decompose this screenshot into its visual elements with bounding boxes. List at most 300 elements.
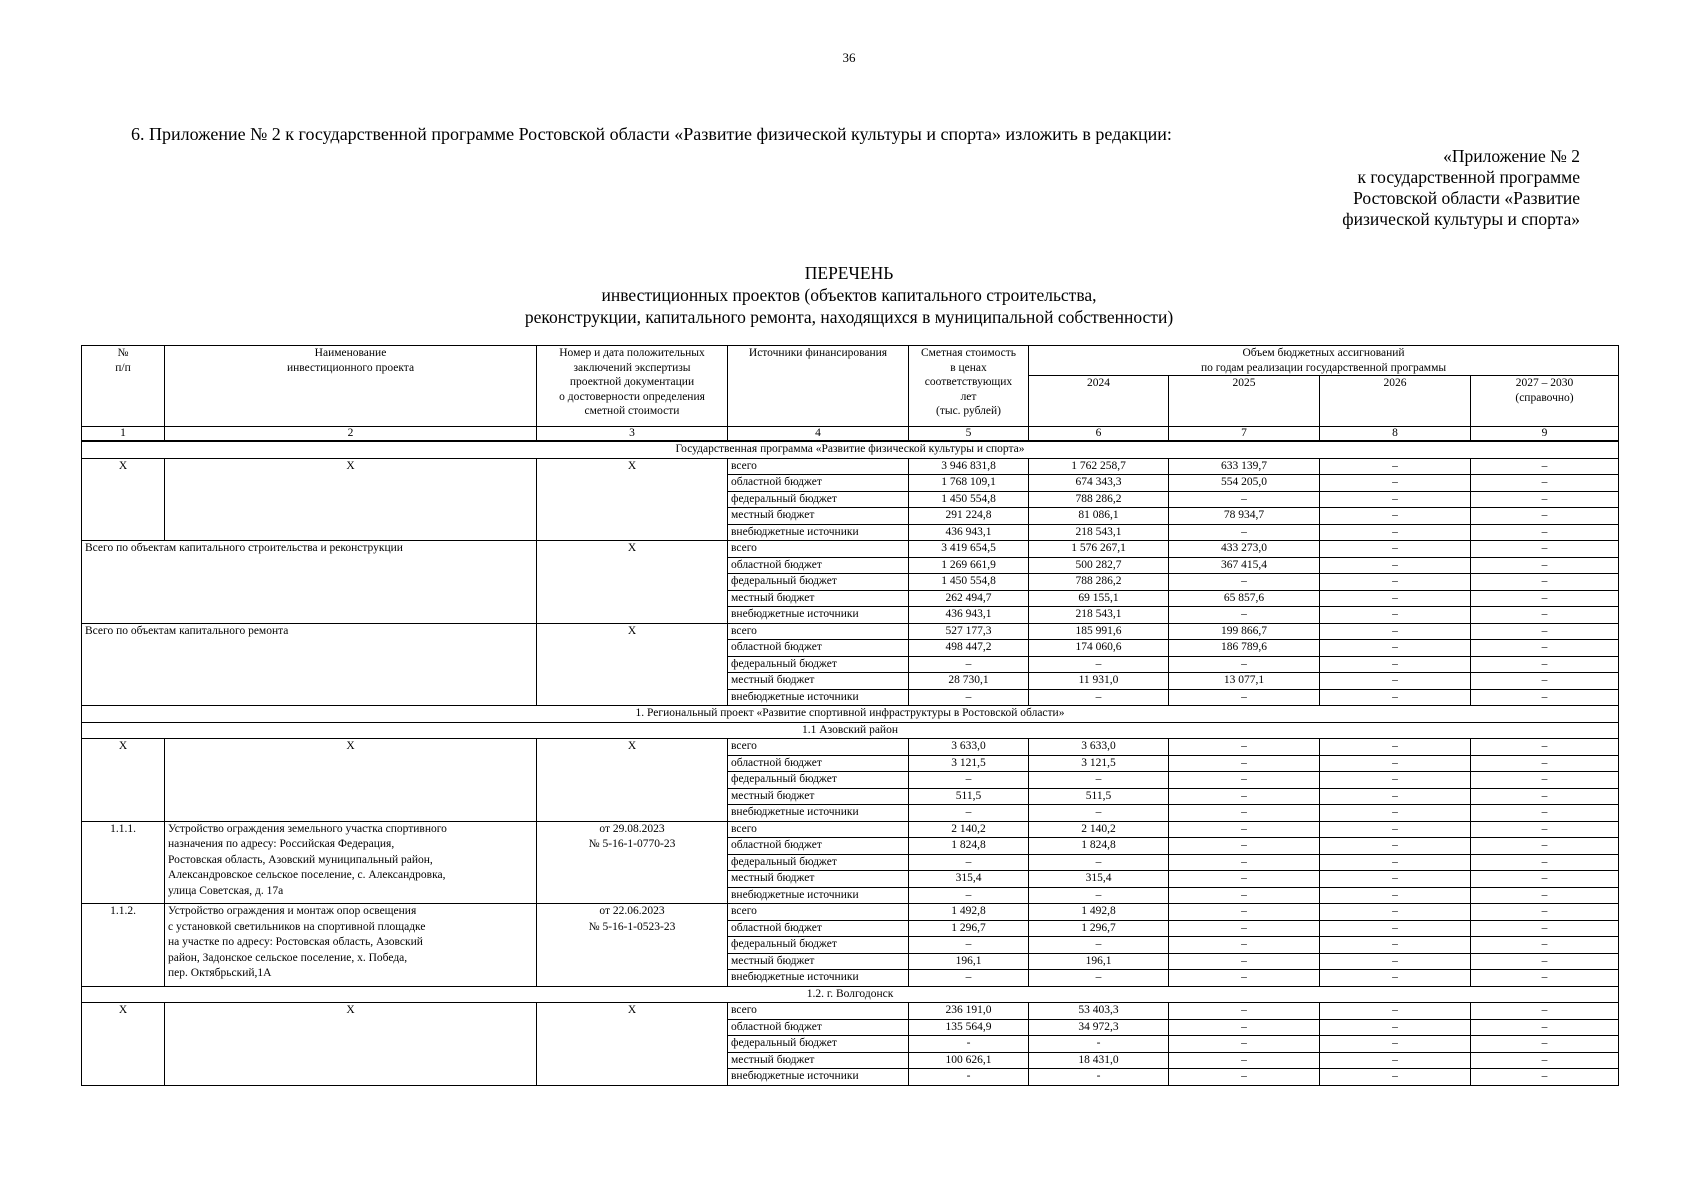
amount-cell: – <box>1471 557 1619 574</box>
project-name-line: Ростовская область, Азовский муниципальный район, <box>168 853 433 866</box>
amount-cell: – <box>1320 805 1471 822</box>
amount-cell: 3 946 831,8 <box>909 458 1029 475</box>
amount-cell: – <box>1169 656 1320 673</box>
header-expertise: Номер и дата положительных заключений экспертизы проектной документации о достоверности определения сметной стоимости <box>537 346 728 427</box>
expertise-line: № 5-16-1-0523-23 <box>588 920 676 933</box>
project-name-line: улица Советская, д. 17а <box>168 884 284 897</box>
table-row <box>82 458 1619 475</box>
amount-cell: – <box>1320 640 1471 657</box>
amount-cell: - <box>1029 1069 1169 1086</box>
section-title: Государственная программа «Развитие физической культуры и спорта» <box>82 441 1619 458</box>
amount-cell: – <box>1471 1069 1619 1086</box>
amount-cell: 78 934,7 <box>1169 508 1320 525</box>
amount-cell: 2 140,2 <box>1029 821 1169 838</box>
amount-cell: – <box>1320 937 1471 954</box>
amount-cell: – <box>1169 1036 1320 1053</box>
amount-cell: 527 177,3 <box>909 623 1029 640</box>
row-number: X <box>82 458 165 541</box>
amount-cell: 788 286,2 <box>1029 491 1169 508</box>
funding-source: областной бюджет <box>728 838 909 855</box>
project-name-line: район, Задонское сельское поселение, х. Победа, <box>168 951 408 964</box>
project-name-line: X <box>346 1004 355 1016</box>
amount-cell: – <box>1320 920 1471 937</box>
funding-source: местный бюджет <box>728 673 909 690</box>
amount-cell: 511,5 <box>1029 788 1169 805</box>
column-numbers-row <box>82 427 1619 442</box>
amount-cell: – <box>1320 623 1471 640</box>
column-number: 4 <box>728 427 909 442</box>
funding-source: областной бюджет <box>728 920 909 937</box>
table-row <box>82 739 1619 756</box>
amount-cell: 433 273,0 <box>1169 541 1320 558</box>
amount-cell: – <box>909 854 1029 871</box>
funding-source: всего <box>728 458 909 475</box>
table-header <box>82 346 1619 442</box>
amount-cell: 788 286,2 <box>1029 574 1169 591</box>
project-name-line: на участке по адресу: Ростовская область, Азовский <box>168 936 423 948</box>
section-row <box>82 441 1619 458</box>
amount-cell: 1 296,7 <box>1029 920 1169 937</box>
amount-cell: – <box>1320 541 1471 558</box>
amount-cell: – <box>909 970 1029 987</box>
section-row <box>82 986 1619 1003</box>
amount-cell: 1 762 258,7 <box>1029 458 1169 475</box>
amount-cell: 3 121,5 <box>1029 755 1169 772</box>
amount-cell: – <box>1320 557 1471 574</box>
amount-cell: – <box>1471 1036 1619 1053</box>
amount-cell: 1 824,8 <box>1029 838 1169 855</box>
amount-cell: 28 730,1 <box>909 673 1029 690</box>
amount-cell: – <box>1320 491 1471 508</box>
amount-cell: 236 191,0 <box>909 1003 1029 1020</box>
amount-cell: - <box>909 1036 1029 1053</box>
funding-source: всего <box>728 821 909 838</box>
funding-source: областной бюджет <box>728 1019 909 1036</box>
amount-cell: – <box>1169 1003 1320 1020</box>
expertise-line: X <box>627 459 637 472</box>
funding-source: федеральный бюджет <box>728 937 909 954</box>
amount-cell: – <box>1320 1052 1471 1069</box>
header-funding-sources: Источники финансирования <box>728 346 909 427</box>
column-number: 1 <box>82 427 165 442</box>
funding-source: всего <box>728 541 909 558</box>
header-project-name: Наименование инвестиционного проекта <box>165 346 537 427</box>
amount-cell: 3 121,5 <box>909 755 1029 772</box>
amount-cell: 81 086,1 <box>1029 508 1169 525</box>
amount-cell: 436 943,1 <box>909 524 1029 541</box>
header-year-2027-2030: 2027 – 2030 (справочно) <box>1471 376 1619 427</box>
amount-cell: 2 140,2 <box>909 821 1029 838</box>
document-subtitle-line: инвестиционных проектов (объектов капитального строительства, <box>601 285 1097 305</box>
total-label: Всего по объектам капитального ремонта <box>82 623 537 706</box>
amount-cell: 3 419 654,5 <box>909 541 1029 558</box>
amount-cell: – <box>1029 805 1169 822</box>
table-row <box>82 821 1619 838</box>
amount-cell: 18 431,0 <box>1029 1052 1169 1069</box>
funding-source: всего <box>728 739 909 756</box>
header-year-2025: 2025 <box>1169 376 1320 427</box>
amount-cell: – <box>1320 656 1471 673</box>
amount-cell: – <box>1029 937 1169 954</box>
funding-source: федеральный бюджет <box>728 854 909 871</box>
expertise-conclusion <box>537 739 728 822</box>
project-name-line: Устройство ограждения и монтаж опор освещения <box>168 905 417 917</box>
funding-source: всего <box>728 623 909 640</box>
amount-cell: – <box>1320 755 1471 772</box>
amount-cell: – <box>1320 475 1471 492</box>
amount-cell: 185 991,6 <box>1029 623 1169 640</box>
amount-cell: 315,4 <box>1029 871 1169 888</box>
amount-cell: – <box>1471 475 1619 492</box>
project-name <box>165 1003 537 1086</box>
amount-cell: – <box>1169 920 1320 937</box>
section-row <box>82 722 1619 739</box>
amount-cell: 53 403,3 <box>1029 1003 1169 1020</box>
expertise-conclusion <box>537 541 728 624</box>
header-year-2026: 2026 <box>1320 376 1471 427</box>
expertise-conclusion <box>537 821 728 904</box>
amount-cell: – <box>1320 838 1471 855</box>
amount-cell: – <box>909 689 1029 706</box>
amount-cell: – <box>1169 854 1320 871</box>
amount-cell: – <box>1320 854 1471 871</box>
amount-cell: – <box>1029 854 1169 871</box>
amount-cell: – <box>1471 1052 1619 1069</box>
amount-cell: – <box>1471 1003 1619 1020</box>
funding-source: внебюджетные источники <box>728 887 909 904</box>
amount-cell: – <box>1471 920 1619 937</box>
expertise-line: X <box>627 1004 637 1016</box>
row-number: X <box>82 739 165 822</box>
amount-cell: – <box>1169 970 1320 987</box>
amount-cell: – <box>1029 689 1169 706</box>
amount-cell: – <box>1471 508 1619 525</box>
header-number: № п/п <box>82 346 165 427</box>
amount-cell: – <box>1169 491 1320 508</box>
amount-cell: – <box>1471 788 1619 805</box>
project-name-line: Александровское сельское поселение, с. Александровка, <box>168 869 446 881</box>
amount-cell: – <box>1320 1069 1471 1086</box>
amount-cell: 1 576 267,1 <box>1029 541 1169 558</box>
funding-source: местный бюджет <box>728 953 909 970</box>
funding-source: местный бюджет <box>728 871 909 888</box>
amount-cell: – <box>909 937 1029 954</box>
column-number: 2 <box>165 427 537 442</box>
amount-cell: 100 626,1 <box>909 1052 1029 1069</box>
amount-cell: 69 155,1 <box>1029 590 1169 607</box>
section-row <box>82 706 1619 723</box>
funding-source: внебюджетные источники <box>728 524 909 541</box>
expertise-line: X <box>627 740 637 752</box>
amount-cell: – <box>1320 1036 1471 1053</box>
amount-cell: – <box>1471 656 1619 673</box>
expertise-conclusion <box>537 904 728 987</box>
column-number: 8 <box>1320 427 1471 442</box>
amount-cell: 1 450 554,8 <box>909 491 1029 508</box>
project-name-line: назначения по адресу: Российская Федерация, <box>168 838 395 850</box>
amount-cell: 34 972,3 <box>1029 1019 1169 1036</box>
funding-source: федеральный бюджет <box>728 772 909 789</box>
amount-cell: – <box>1169 524 1320 541</box>
amount-cell: 1 296,7 <box>909 920 1029 937</box>
expertise-line: X <box>627 624 637 637</box>
amount-cell: – <box>1320 953 1471 970</box>
amount-cell: – <box>1169 574 1320 591</box>
amount-cell: – <box>1320 590 1471 607</box>
appendix-line: «Приложение № 2 <box>1443 146 1580 166</box>
amount-cell: – <box>1471 755 1619 772</box>
amount-cell: – <box>1169 739 1320 756</box>
amount-cell: – <box>1471 1019 1619 1036</box>
appendix-line: физической культуры и спорта» <box>1342 209 1580 229</box>
amount-cell: – <box>1471 871 1619 888</box>
amount-cell: – <box>1320 673 1471 690</box>
amount-cell: 3 633,0 <box>909 739 1029 756</box>
project-name <box>165 904 537 987</box>
amount-cell: 1 450 554,8 <box>909 574 1029 591</box>
amount-cell: 196,1 <box>909 953 1029 970</box>
amount-cell: – <box>1471 689 1619 706</box>
amount-cell: – <box>1169 805 1320 822</box>
amount-cell: 186 789,6 <box>1169 640 1320 657</box>
table-row <box>82 541 1619 558</box>
amount-cell: 674 343,3 <box>1029 475 1169 492</box>
amount-cell: – <box>1471 887 1619 904</box>
document-title: ПЕРЕЧЕНЬ <box>804 263 894 283</box>
amount-cell: – <box>1471 623 1619 640</box>
amount-cell: 135 564,9 <box>909 1019 1029 1036</box>
section-title: 1. Региональный проект «Развитие спортивной инфраструктуры в Ростовской области» <box>82 706 1619 723</box>
amount-cell: 511,5 <box>909 788 1029 805</box>
funding-source: областной бюджет <box>728 557 909 574</box>
amount-cell: – <box>1471 854 1619 871</box>
amount-cell: – <box>1471 458 1619 475</box>
amount-cell: – <box>1320 887 1471 904</box>
amount-cell: – <box>1471 673 1619 690</box>
amount-cell: – <box>1169 821 1320 838</box>
amount-cell: – <box>1029 887 1169 904</box>
amount-cell: – <box>1320 689 1471 706</box>
amount-cell: – <box>1320 788 1471 805</box>
header-estimated-cost: Сметная стоимость в ценах соответствующих лет (тыс. рублей) <box>909 346 1029 427</box>
funding-source: местный бюджет <box>728 590 909 607</box>
amount-cell: – <box>1320 904 1471 921</box>
amount-cell: – <box>1320 821 1471 838</box>
amount-cell: – <box>1471 640 1619 657</box>
amount-cell: 291 224,8 <box>909 508 1029 525</box>
amount-cell: – <box>1320 524 1471 541</box>
amount-cell: – <box>1320 1003 1471 1020</box>
column-number: 3 <box>537 427 728 442</box>
amount-cell: – <box>1169 887 1320 904</box>
amount-cell: 436 943,1 <box>909 607 1029 624</box>
amount-cell: – <box>1320 607 1471 624</box>
document-heading <box>0 262 1698 328</box>
expertise-conclusion <box>537 458 728 541</box>
amount-cell: – <box>1471 524 1619 541</box>
expertise-conclusion <box>537 623 728 706</box>
amount-cell: – <box>1169 953 1320 970</box>
amount-cell: 1 824,8 <box>909 838 1029 855</box>
column-number: 7 <box>1169 427 1320 442</box>
total-label: Всего по объектам капитального строительства и реконструкции <box>82 541 537 624</box>
amount-cell: – <box>1471 772 1619 789</box>
funding-source: всего <box>728 904 909 921</box>
amount-cell: 500 282,7 <box>1029 557 1169 574</box>
amount-cell: – <box>1169 838 1320 855</box>
amount-cell: – <box>1471 821 1619 838</box>
funding-source: областной бюджет <box>728 475 909 492</box>
amount-cell: – <box>1169 937 1320 954</box>
appendix-line: к государственной программе <box>1357 167 1580 187</box>
amount-cell: – <box>1320 739 1471 756</box>
project-name <box>165 821 537 904</box>
amount-cell: 199 866,7 <box>1169 623 1320 640</box>
project-name <box>165 739 537 822</box>
amount-cell: – <box>1471 607 1619 624</box>
amount-cell: 13 077,1 <box>1169 673 1320 690</box>
amount-cell: – <box>1169 871 1320 888</box>
project-name <box>165 458 537 541</box>
amount-cell: – <box>1029 970 1169 987</box>
amount-cell: 1 492,8 <box>1029 904 1169 921</box>
expertise-line: № 5-16-1-0770-23 <box>588 838 676 850</box>
amount-cell: – <box>1169 904 1320 921</box>
amount-cell: 554 205,0 <box>1169 475 1320 492</box>
header-budget-allocations: Объем бюджетных ассигнований по годам реализации государственной программы <box>1029 346 1619 376</box>
amount-cell: – <box>1029 772 1169 789</box>
amount-cell: – <box>1471 541 1619 558</box>
amount-cell: – <box>1471 838 1619 855</box>
project-name-line: X <box>346 740 355 752</box>
funding-source: федеральный бюджет <box>728 1036 909 1053</box>
amount-cell: – <box>1169 772 1320 789</box>
amount-cell: – <box>1320 772 1471 789</box>
project-name-line: пер. Октябрьский,1А <box>168 967 272 979</box>
amount-cell: – <box>1169 689 1320 706</box>
amount-cell: – <box>909 805 1029 822</box>
funding-source: федеральный бюджет <box>728 656 909 673</box>
project-name-line: X <box>346 459 355 472</box>
amount-cell: 196,1 <box>1029 953 1169 970</box>
funding-source: федеральный бюджет <box>728 574 909 591</box>
amount-cell: – <box>1471 491 1619 508</box>
funding-source: местный бюджет <box>728 1052 909 1069</box>
section-title: 1.2. г. Волгодонск <box>82 986 1619 1003</box>
amount-cell: – <box>1320 508 1471 525</box>
appendix-line: Ростовской области «Развитие <box>1353 188 1580 208</box>
amount-cell: 367 415,4 <box>1169 557 1320 574</box>
amount-cell: 65 857,6 <box>1169 590 1320 607</box>
funding-source: внебюджетные источники <box>728 689 909 706</box>
amount-cell: – <box>1169 755 1320 772</box>
amount-cell: - <box>1029 1036 1169 1053</box>
amount-cell: – <box>909 656 1029 673</box>
amount-cell: – <box>1471 574 1619 591</box>
intro-paragraph: 6. Приложение № 2 к государственной программе Ростовской области «Развитие физической культуры и спорта» изложить в редакции: <box>131 124 1172 144</box>
funding-source: внебюджетные источники <box>728 607 909 624</box>
amount-cell: – <box>1471 970 1619 987</box>
funding-source: всего <box>728 1003 909 1020</box>
page-number: 36 <box>842 50 856 65</box>
column-number: 6 <box>1029 427 1169 442</box>
amount-cell: – <box>1169 1069 1320 1086</box>
amount-cell: – <box>1029 656 1169 673</box>
row-number: 1.1.1. <box>82 821 165 904</box>
funding-source: внебюджетные источники <box>728 970 909 987</box>
amount-cell: – <box>1471 904 1619 921</box>
amount-cell: – <box>1169 607 1320 624</box>
amount-cell: 174 060,6 <box>1029 640 1169 657</box>
expertise-line: от 22.06.2023 <box>599 905 665 917</box>
amount-cell: – <box>1169 1052 1320 1069</box>
table-body <box>82 441 1619 1085</box>
amount-cell: 218 543,1 <box>1029 524 1169 541</box>
amount-cell: 218 543,1 <box>1029 607 1169 624</box>
row-number: X <box>82 1003 165 1086</box>
amount-cell: – <box>909 887 1029 904</box>
document-subtitle-line: реконструкции, капитального ремонта, находящихся в муниципальной собственности) <box>524 307 1174 327</box>
column-number: 9 <box>1471 427 1619 442</box>
amount-cell: 1 492,8 <box>909 904 1029 921</box>
amount-cell: – <box>909 772 1029 789</box>
section-title: 1.1 Азовский район <box>82 722 1619 739</box>
project-name-line: Устройство ограждения земельного участка спортивного <box>168 822 447 835</box>
table-row <box>82 623 1619 640</box>
amount-cell: - <box>909 1069 1029 1086</box>
table-row <box>82 904 1619 921</box>
amount-cell: – <box>1471 953 1619 970</box>
column-number: 5 <box>909 427 1029 442</box>
amount-cell: 315,4 <box>909 871 1029 888</box>
funding-source: внебюджетные источники <box>728 805 909 822</box>
amount-cell: 11 931,0 <box>1029 673 1169 690</box>
table-row <box>82 1003 1619 1020</box>
amount-cell: 633 139,7 <box>1169 458 1320 475</box>
amount-cell: – <box>1471 739 1619 756</box>
funding-source: областной бюджет <box>728 640 909 657</box>
amount-cell: 3 633,0 <box>1029 739 1169 756</box>
amount-cell: – <box>1320 458 1471 475</box>
amount-cell: – <box>1320 574 1471 591</box>
expertise-conclusion <box>537 1003 728 1086</box>
funding-source: внебюджетные источники <box>728 1069 909 1086</box>
funding-source: областной бюджет <box>728 755 909 772</box>
amount-cell: – <box>1169 1019 1320 1036</box>
amount-cell: – <box>1320 970 1471 987</box>
amount-cell: 1 768 109,1 <box>909 475 1029 492</box>
amount-cell: – <box>1320 1019 1471 1036</box>
row-number: 1.1.2. <box>82 904 165 987</box>
amount-cell: – <box>1471 937 1619 954</box>
amount-cell: – <box>1471 590 1619 607</box>
investment-projects-table <box>81 345 1619 1086</box>
project-name-line: с установкой светильников на спортивной площадке <box>168 920 426 933</box>
funding-source: федеральный бюджет <box>728 491 909 508</box>
amount-cell: 1 269 661,9 <box>909 557 1029 574</box>
amount-cell: 262 494,7 <box>909 590 1029 607</box>
expertise-line: от 29.08.2023 <box>599 822 665 835</box>
amount-cell: – <box>1320 871 1471 888</box>
header-year-2024: 2024 <box>1029 376 1169 427</box>
funding-source: местный бюджет <box>728 788 909 805</box>
amount-cell: 498 447,2 <box>909 640 1029 657</box>
expertise-line: X <box>627 542 637 554</box>
amount-cell: – <box>1471 805 1619 822</box>
funding-source: местный бюджет <box>728 508 909 525</box>
amount-cell: – <box>1169 788 1320 805</box>
appendix-block <box>1280 146 1580 230</box>
